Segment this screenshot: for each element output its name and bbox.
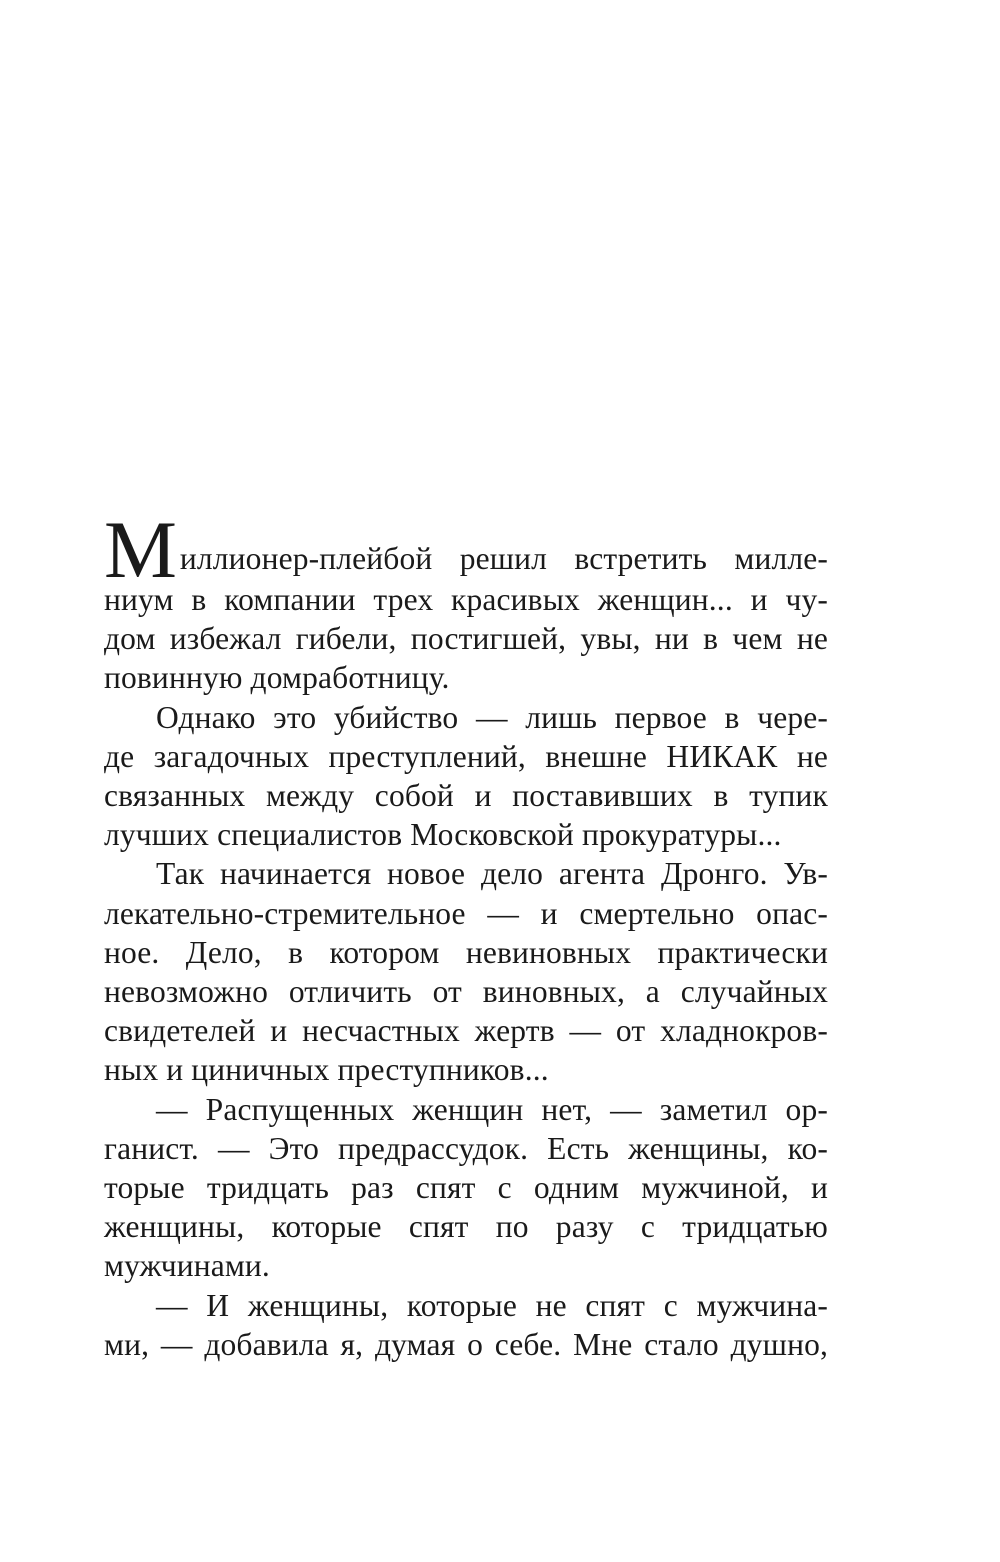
text-line: Так начинается новое дело агента Дронго. Ув- [156,856,828,892]
text-line: ниум в компании трех красивых женщин... и чу- [104,582,828,617]
text-line: ми, — добавила я, думая о себе. Мне стало душно, [104,1326,828,1362]
text-line: лекательно-стремительное — и смертельно опас- [104,895,828,931]
text-line: — И женщины, которые не спят с мужчина- [156,1287,828,1323]
drop-cap: М [104,504,177,595]
text-line: де загадочных преступлений, внешне НИКАК не [104,738,828,774]
paragraph-2 [104,698,828,855]
paragraph-3 [104,854,828,1089]
first-line-text: иллионер-плейбой решил встретить милле- [179,540,828,576]
text-line: свидетелей и несчастных жертв — от хладнокров- [104,1013,828,1049]
text-line: мужчинами. [104,1248,270,1284]
text-line: женщины, которые спят по разу с тридцатью [104,1209,828,1245]
paragraph-1 [104,504,828,698]
text-line: повинную домработницу. [104,660,450,696]
text-line: торые тридцать раз спят с одним мужчиной, и [104,1170,828,1206]
text-line: Однако это убийство — лишь первое в чере- [156,699,828,735]
text-line: ганист. — Это предрассудок. Есть женщины, ко- [104,1130,828,1166]
paragraph-4 [104,1090,828,1286]
text-line: лучших специалистов Московской прокуратуры... [104,817,782,853]
text-line: ное. Дело, в котором невиновных практически [104,934,828,970]
first-line [104,504,828,595]
text-line: невозможно отличить от виновных, а случайных [104,974,828,1010]
annotation-text [104,504,828,1364]
text-line: — Распущенных женщин нет, — заметил ор- [156,1091,828,1127]
text-line: дом избежал гибели, постигшей, увы, ни в чем не [104,621,828,657]
text-line: ных и циничных преступников... [104,1052,549,1088]
paragraph-5 [104,1286,828,1364]
text-line: связанных между собой и поставивших в тупик [104,778,828,814]
